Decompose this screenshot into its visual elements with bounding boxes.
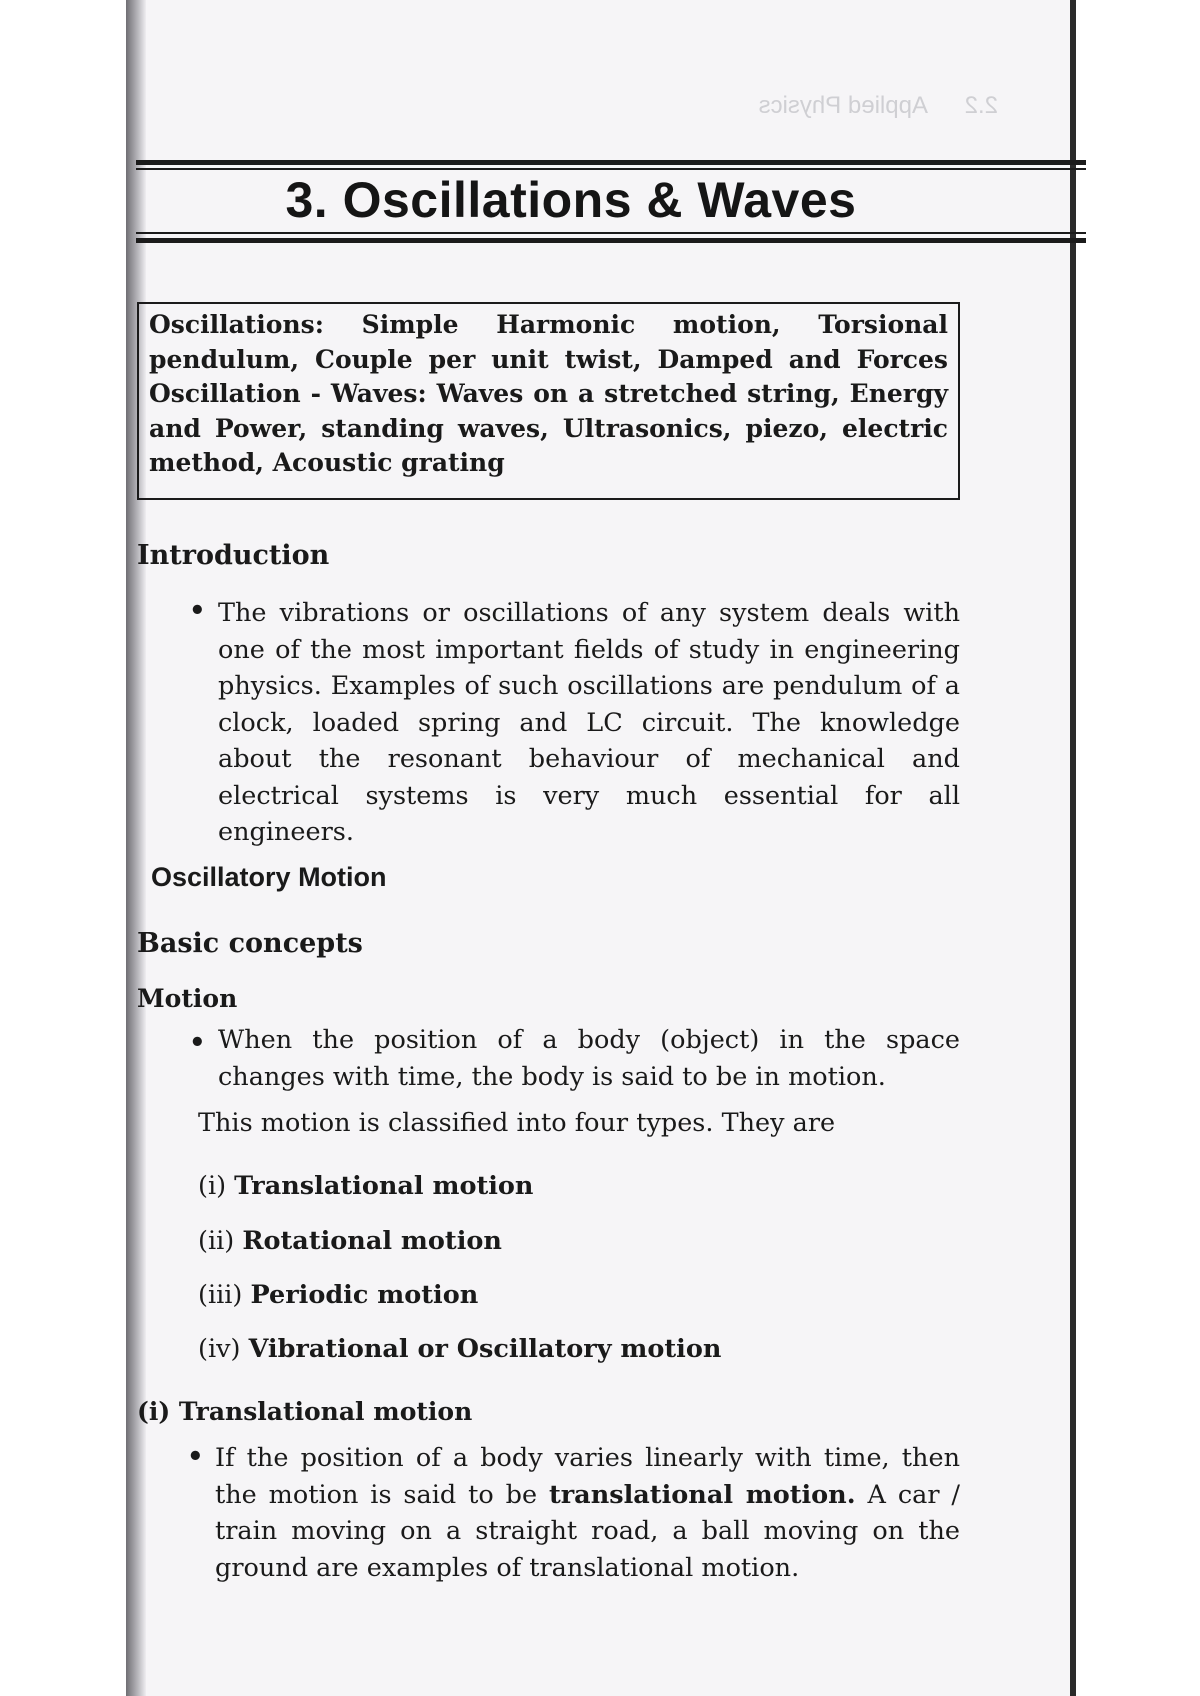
- motion-type-item: [198, 1334, 721, 1364]
- bullet-icon: •: [189, 596, 206, 626]
- running-header-title: Applied Physics: [758, 92, 928, 119]
- introduction-heading: Introduction: [137, 540, 330, 571]
- book-spine-shadow: [126, 0, 146, 1696]
- title-rule-bottom-thick: [136, 238, 1086, 243]
- bullet-icon: •: [189, 1028, 206, 1058]
- oscillatory-motion-heading: Oscillatory Motion: [151, 862, 387, 892]
- translational-motion-heading: (i) Translational motion: [137, 1397, 473, 1426]
- motion-type-name: Translational motion: [234, 1171, 534, 1201]
- syllabus-box: Oscillations: Simple Harmonic motion, Torsional pendulum, Couple per unit twist, Damped and Forces Oscillation - Waves: Waves on a stretched string, Energy and Power, standing waves, Ultrasonics, piezo, electric method, Acoustic grating: [137, 302, 960, 500]
- translational-term: translational motion.: [548, 1479, 856, 1510]
- title-rule-top-thick: [136, 160, 1086, 165]
- motion-type-number: (ii): [198, 1226, 235, 1256]
- motion-type-number: (iii): [198, 1280, 243, 1310]
- motion-heading: Motion: [137, 984, 238, 1013]
- bullet-icon: •: [187, 1442, 204, 1472]
- basic-concepts-heading: Basic concepts: [137, 928, 363, 959]
- title-rule-bottom-thin: [136, 232, 1086, 234]
- introduction-bullet: The vibrations or oscillations of any system deals with one of the most important fields of study in engineering physics. Examples of such oscillations are pendulum of a clock, loaded spring and LC circuit. The knowledge about the resonant behaviour of mechanical and electrical systems is very much essential for all engineers.: [218, 598, 960, 847]
- page-edge: [1070, 0, 1076, 1696]
- motion-type-number: (i): [198, 1171, 227, 1201]
- translational-text-part2: A car / train moving on a straight road, a ball moving on the ground are examples of translational motion.: [215, 1479, 961, 1583]
- translational-text-part1: If the position of a body varies linearly with time, then the motion is said to be: [215, 1443, 960, 1510]
- running-header-page: 2.2: [964, 92, 998, 119]
- motion-type-name: Rotational motion: [242, 1226, 502, 1256]
- title-rule-top-thin: [136, 168, 1086, 170]
- classification-text: This motion is classified into four types. They are: [198, 1108, 836, 1138]
- motion-type-name: Periodic motion: [250, 1280, 479, 1310]
- motion-type-name: Vibrational or Oscillatory motion: [248, 1334, 722, 1364]
- motion-type-item: [198, 1226, 502, 1256]
- chapter-title: 3. Oscillations & Waves: [285, 172, 857, 228]
- motion-type-item: [198, 1171, 533, 1201]
- motion-bullet: When the position of a body (object) in the space changes with time, the body is said to be in motion.: [218, 1025, 960, 1092]
- translational-bullet: [215, 1440, 960, 1586]
- motion-type-item: [198, 1280, 478, 1310]
- motion-type-number: (iv): [198, 1334, 241, 1364]
